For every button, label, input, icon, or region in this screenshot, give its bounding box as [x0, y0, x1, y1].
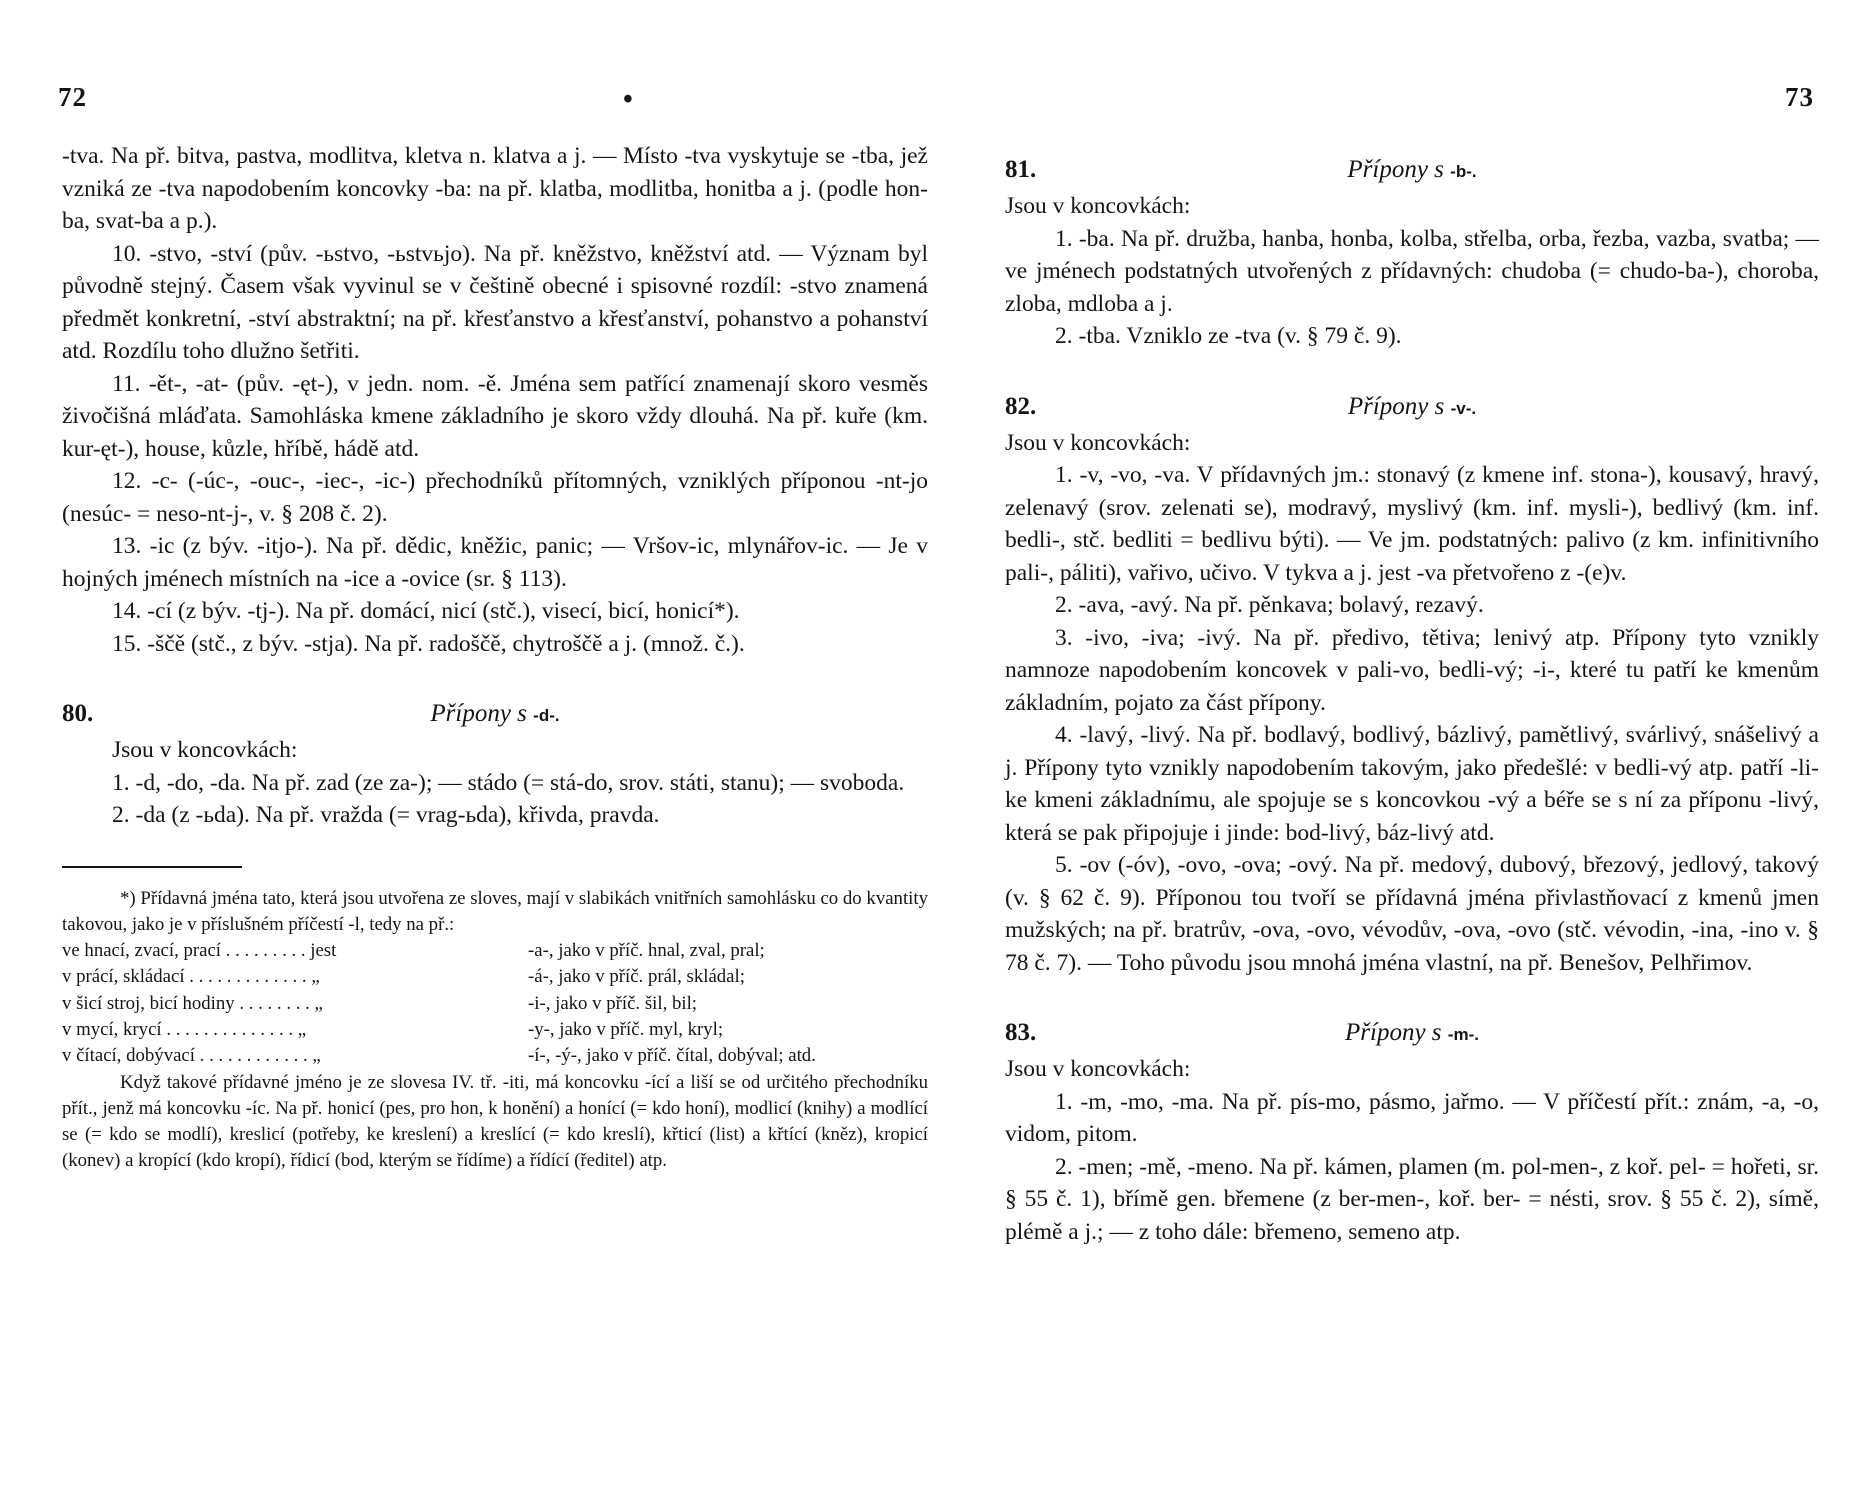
section-title: Přípony s -d-.: [430, 700, 560, 727]
footnote-row: v šicí stroj, bicí hodiny . . . . . . . . „ -i-, jako v příč. šil, bil;: [62, 992, 698, 1014]
section-80-item-1: 1. -d, -do, -da. Na př. zad (ze za-); — stádo (= stá-do, srov. státi, stanu); — svoboda.: [112, 769, 905, 796]
section-number: 81.: [1005, 156, 1037, 183]
footnote: [62, 886, 928, 1175]
section-title: Přípony s -b-.: [1347, 156, 1477, 183]
center-mark: •: [623, 84, 633, 115]
section-title: Přípony s -m-.: [1345, 1019, 1479, 1046]
footnote-intro: *) Přídavná jména tato, která jsou utvořena ze sloves, mají v slabikách vnitřních samohlásku co do kvantity takovou, jako je v příslušném příčestí -l, tedy na př.:: [62, 887, 928, 935]
paragraph-14: 14. -cí (z býv. -tj-). Na př. domácí, nicí (stč.), visecí, bicí, honicí*).: [112, 598, 740, 624]
section-82-heading: [1005, 393, 1819, 421]
section-82-item-2: 2. -ava, -avý. Na př. pěnkava; bolavý, rezavý.: [1055, 592, 1484, 618]
paragraph-12: 12. -c- (-úc-, -ouc-, -iec-, -ic-) přechodníků přítomných, vzniklých příponou -nt-jo (nesúc- = neso-nt-j-, v. § 208 č. 2).: [62, 468, 928, 527]
right-page: [1005, 140, 1819, 1248]
section-83-heading: [1005, 1019, 1819, 1047]
section-83-intro: Jsou v koncovkách:: [1005, 1056, 1191, 1082]
paragraph-10: 10. -stvo, -ství (pův. -ьstvo, -ьstvьjo). Na př. kněžstvo, kněžství atd. — Význam byl původně stejný. Časem však vyvinul se v češtině obecné i spisovné rozdíl: -stvo znamená předmět konkretní, -ství abstraktní; na př. křesťanstvo a křesťanství, pohanstvo a pohanství atd. Rozdílu toho dlužno šetřiti.: [62, 240, 928, 364]
footnote-row: v prácí, skládací . . . . . . . . . . . . . „ -á-, jako v příč. prál, skládal;: [62, 966, 745, 988]
section-82-item-3: 3. -ivo, -iva; -ivý. Na př. předivo, tětiva; lenivý atp. Přípony tyto vznikly namnoze napodobením koncovek v pali-vo, bedli-vý; -i-, které tu patří ke kmenům základním, pojato za část přípony.: [1005, 624, 1819, 716]
section-83-item-2: 2. -men; -mě, -meno. Na př. kámen, plamen (m. pol-men-, z koř. pel- = hořeti, sr. § 55 č. 1), břímě gen. břemene (z ber-men-, koř. ber- = nésti, srov. § 55 č. 2), símě, plémě a j.; — z toho dále: břemeno, semeno atp.: [1005, 1153, 1819, 1245]
paragraph-15: 15. -ščě (stč., z býv. -stja). Na př. radoščě, chytroščě a j. (množ. č.).: [112, 630, 745, 657]
section-82-item-4: 4. -lavý, -livý. Na př. bodlavý, bodlivý, bázlivý, pamětlivý, svárlivý, snášelivý a j. Přípony tyto vznikly napodobením takovým, jako předešlé: v bedli-vý atp. patří -li- ke kmeni základnímu, ale spojuje se s koncovkou -vý a béře se s ní za příponu -livý, která se pak připojuje i jinde: bod-livý, báz-livý atd.: [1005, 722, 1819, 846]
section-81-item-2: 2. -tba. Vzniklo ze -tva (v. § 79 č. 9).: [1055, 323, 1402, 349]
section-82-item-5: 5. -ov (-óv), -ovo, -ova; -ový. Na př. medový, dubový, březový, jedlový, takový (v. § 62 č. 9). Příponou tou tvoří se přídavná jména přivlastňovací z kmenů jmen mužských; na př. bratrův, -ova, -ovo, vévodův, -ova, -ovo (stč. vévodin, -ina, -ino v. § 78 č. 7). — Toho původu jsou mnohá jména vlastní, na př. Benešov, Pelhřimov.: [1005, 852, 1819, 976]
section-82-item-1: 1. -v, -vo, -va. V přídavných jm.: stonavý (z kmene inf. stona-), kousavý, hravý, zelenavý (srov. zelenati se), modravý, myslivý (km. inf. mysli-), bedlivý (km. inf. bedli-, stč. bedliti = bedlivu býti). — Ve jm. podstatných: palivo (z km. infinitivního pali-, páliti), vařivo, učivo. V tykva a j. jest -va přetvořeno z -(e)v.: [1005, 462, 1819, 586]
footnote-row: v mycí, krycí . . . . . . . . . . . . . . „ -y-, jako v příč. myl, kryl;: [62, 1018, 724, 1040]
left-page-number: 72: [58, 82, 87, 112]
section-81-intro: Jsou v koncovkách:: [1005, 193, 1191, 219]
paragraph-tva: -tva. Na př. bitva, pastva, modlitva, kletva n. klatva a j. — Místo -tva vyskytuje se -tba, jež vzniká ze -tva napodobením koncovky -ba: na př. klatba, modlitba, honitba a j. (podle hon-ba, svat-ba a p.).: [62, 143, 928, 234]
right-page-number: 73: [1785, 82, 1814, 112]
paragraph-13: 13. -ic (z býv. -itjo-). Na př. dědic, kněžic, panic; — Vršov-ic, mlynářov-ic. — Je v hojných jménech místních na -ice a -ovice (sr. § 113).: [62, 533, 928, 592]
footnote-closing: Když takové přídavné jméno je ze slovesa IV. tř. -iti, má koncovku -ící a liší se od určitého přechodníku přít., jenž má koncovku -íc. Na př. honicí (pes, pro hon, k honění) a honící (= kdo honí), modlicí (knihy) a modlící se (= kdo se modlí), kreslicí (potřeby, ke kreslení) a kreslící (= kdo kreslí), křticí (list) a křtící (kněz), kropicí (konev) a kropící (kdo kropí), řídicí (bod, kterým se řídíme) a řídící (ředitel) atp.: [62, 1071, 928, 1172]
section-80-heading: [62, 700, 928, 728]
section-80-intro: Jsou v koncovkách:: [112, 737, 298, 763]
section-number: 83.: [1005, 1019, 1037, 1046]
section-number: 80.: [62, 700, 94, 727]
footnote-rule: [62, 866, 242, 868]
paragraph-11: 11. -ět-, -at- (pův. -ęt-), v jedn. nom. -ě. Jména sem patřící znamenají skoro vesměs živočišná mláďata. Samohláska kmene základního je skoro vždy dlouhá. Na př. kuře (km. kur-ęt-), house, kůzle, hříbě, hádě atd.: [62, 370, 928, 462]
section-title: Přípony s -v-.: [1347, 392, 1477, 420]
section-number: 82.: [1005, 392, 1037, 420]
section-81-item-1: 1. -ba. Na př. družba, hanba, honba, kolba, střelba, orba, řezba, vazba, svatba; — ve jménech podstatných utvořených z přídavných: chudoba (= chudo-ba-), choroba, zloba, mdloba a j.: [1005, 225, 1819, 317]
section-82-intro: Jsou v koncovkách:: [1005, 429, 1191, 456]
section-81-heading: [1005, 156, 1819, 184]
left-page: [62, 140, 928, 1175]
footnote-row: ve hnací, zvací, prací . . . . . . . . . jest -a-, jako v příč. hnal, zval, pral;: [62, 940, 765, 962]
footnote-row: v čítací, dobývací . . . . . . . . . . . . „ -í-, -ý-, jako v příč. čítal, dobýval; atd.: [62, 1045, 816, 1067]
section-80-item-2: 2. -da (z -ьda). Na př. vražda (= vrag-ьda), křivda, pravda.: [112, 802, 660, 828]
section-83-item-1: 1. -m, -mo, -ma. Na př. pís-mo, pásmo, jařmo. — V příčestí přít.: znám, -a, -o, vidom, pitom.: [1005, 1088, 1819, 1147]
